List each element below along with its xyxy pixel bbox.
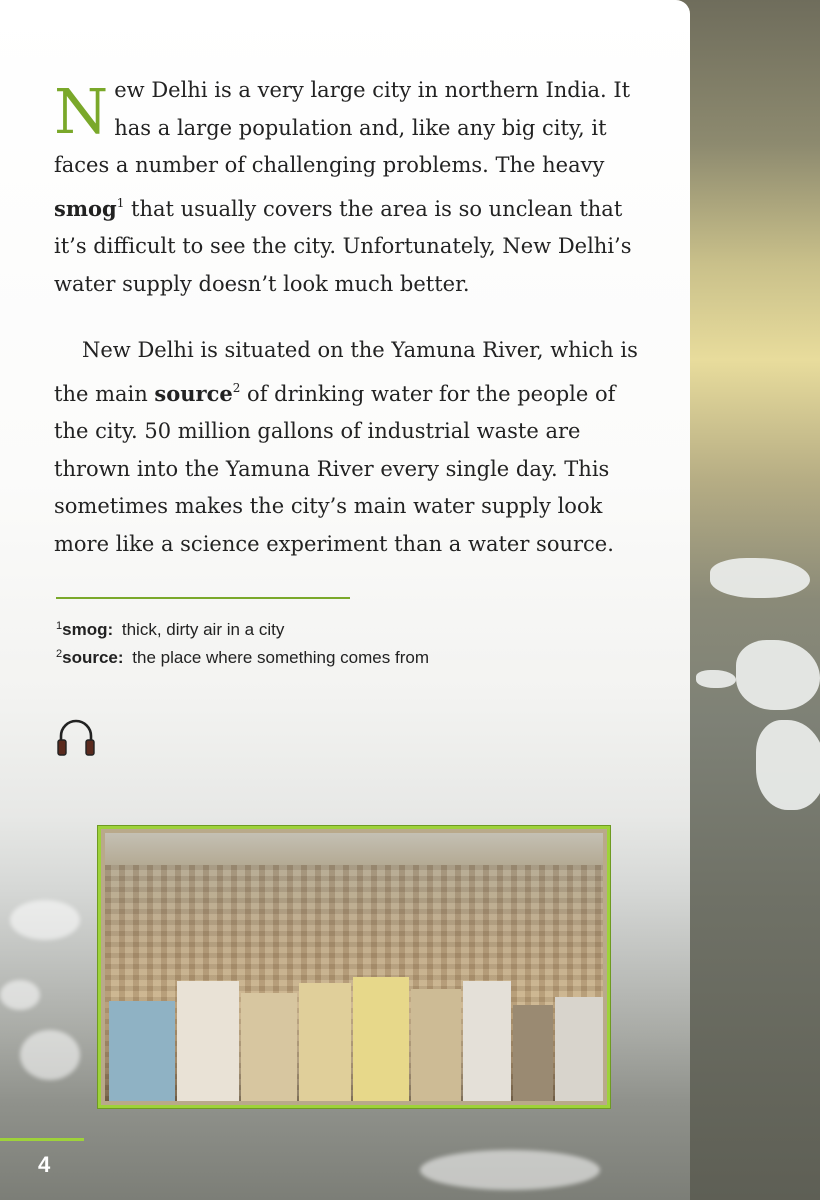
- footnote-1: [56, 620, 284, 640]
- bottom-accent-rule: [0, 1138, 84, 1141]
- paragraph-2-text-b: of drinking water for the people of the city. 50 million gallons of industrial waste are thrown into the Yamuna River every single day. This sometimes makes the city’s main water supply look more like a science experiment than a water source.: [54, 381, 616, 556]
- glossary-term-source: source: [154, 380, 233, 406]
- footnote-term: smog:: [62, 620, 114, 639]
- footnote-number: 1: [56, 620, 63, 632]
- footnote-term: source:: [62, 648, 124, 667]
- footnote-definition: the place where something comes from: [132, 648, 429, 667]
- river-photo: [676, 0, 820, 1200]
- paragraph-1: [54, 72, 654, 303]
- drop-cap: N: [54, 75, 109, 148]
- paragraph-1-text-a: ew Delhi is a very large city in northern India. It has a large population and, like any big city, it faces a number of challenging problems. The heavy: [54, 78, 631, 177]
- glossary-term-smog: smog: [54, 195, 117, 221]
- footnote-number: 2: [56, 648, 63, 660]
- footnote-definition: thick, dirty air in a city: [121, 620, 285, 639]
- headphones-icon[interactable]: [56, 716, 96, 758]
- paragraph-1-text-b: that usually covers the area is so unclean that it’s difficult to see the city. Unfortunately, New Delhi’s water supply doesn’t look much better.: [54, 196, 632, 296]
- paragraph-2-text-a: New Delhi is situated on the Yamuna River, which is the main: [54, 338, 638, 406]
- paragraph-2: [54, 332, 654, 563]
- footnote-2: [56, 648, 429, 668]
- footnote-divider: [56, 597, 350, 599]
- footnote-ref-1: 1: [116, 195, 125, 210]
- footnote-ref-2: 2: [232, 380, 241, 395]
- page-number: 4: [38, 1152, 51, 1177]
- city-photo: [98, 826, 610, 1108]
